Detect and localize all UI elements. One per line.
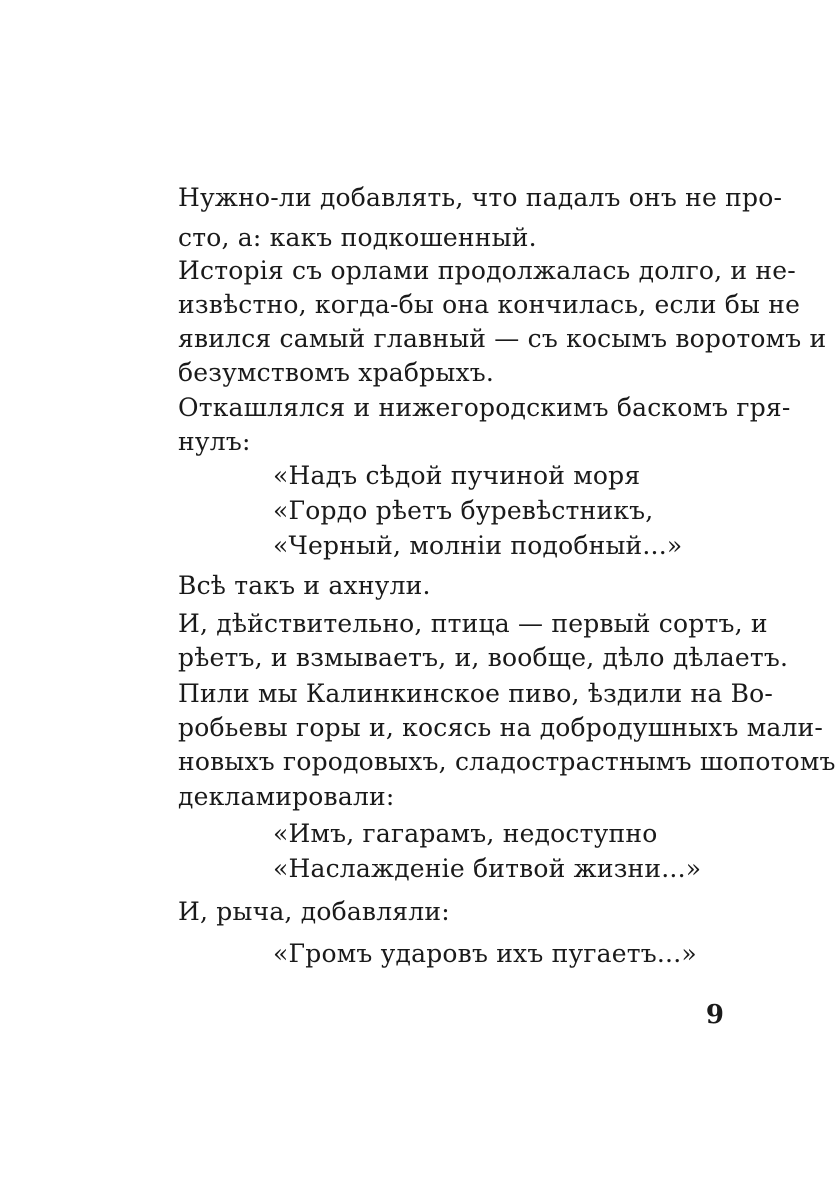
text-line: Нужно-ли добавлять, что падалъ онъ не про- <box>178 183 783 212</box>
text-line: рѣетъ, и взмываетъ, и, вообще, дѣло дѣлаетъ. <box>178 643 789 672</box>
text-line: сто, а: какъ подкошенный. <box>178 223 537 252</box>
text-line: извѣстно, когда-бы она кончилась, если бы не <box>178 290 801 319</box>
text-line: Всѣ такъ и ахнули. <box>178 571 431 600</box>
text-line: Откашлялся и нижегородскимъ баскомъ гря- <box>178 393 791 422</box>
text-line: робьевы горы и, косясь на добродушныхъ мали- <box>178 713 824 742</box>
text-line: новыхъ городовыхъ, сладострастнымъ шопотомъ <box>178 747 836 776</box>
text-line: нулъ: <box>178 427 251 456</box>
verse-line: «Наслажденіе битвой жизни...» <box>273 854 702 883</box>
text-line: Исторія съ орлами продолжалась долго, и не- <box>178 256 796 285</box>
page-number: 9 <box>705 1000 724 1030</box>
text-line: И, дѣйствительно, птица — первый сортъ, и <box>178 609 768 638</box>
text-line: явился самый главный — съ косымъ воротомъ и <box>178 324 827 353</box>
verse-line: «Надъ сѣдой пучиной моря <box>273 461 641 490</box>
text-line: И, рыча, добавляли: <box>178 897 450 926</box>
text-line: Пили мы Калинкинское пиво, ѣздили на Во- <box>178 679 774 708</box>
verse-line: «Черный, молніи подобный...» <box>273 531 683 560</box>
text-line: безумствомъ храбрыхъ. <box>178 358 495 387</box>
verse-line: «Громъ ударовъ ихъ пугаетъ...» <box>273 939 697 968</box>
verse-line: «Имъ, гагарамъ, недоступно <box>273 819 658 848</box>
text-line: декламировали: <box>178 782 395 811</box>
verse-line: «Гордо рѣетъ буревѣстникъ, <box>273 496 654 525</box>
